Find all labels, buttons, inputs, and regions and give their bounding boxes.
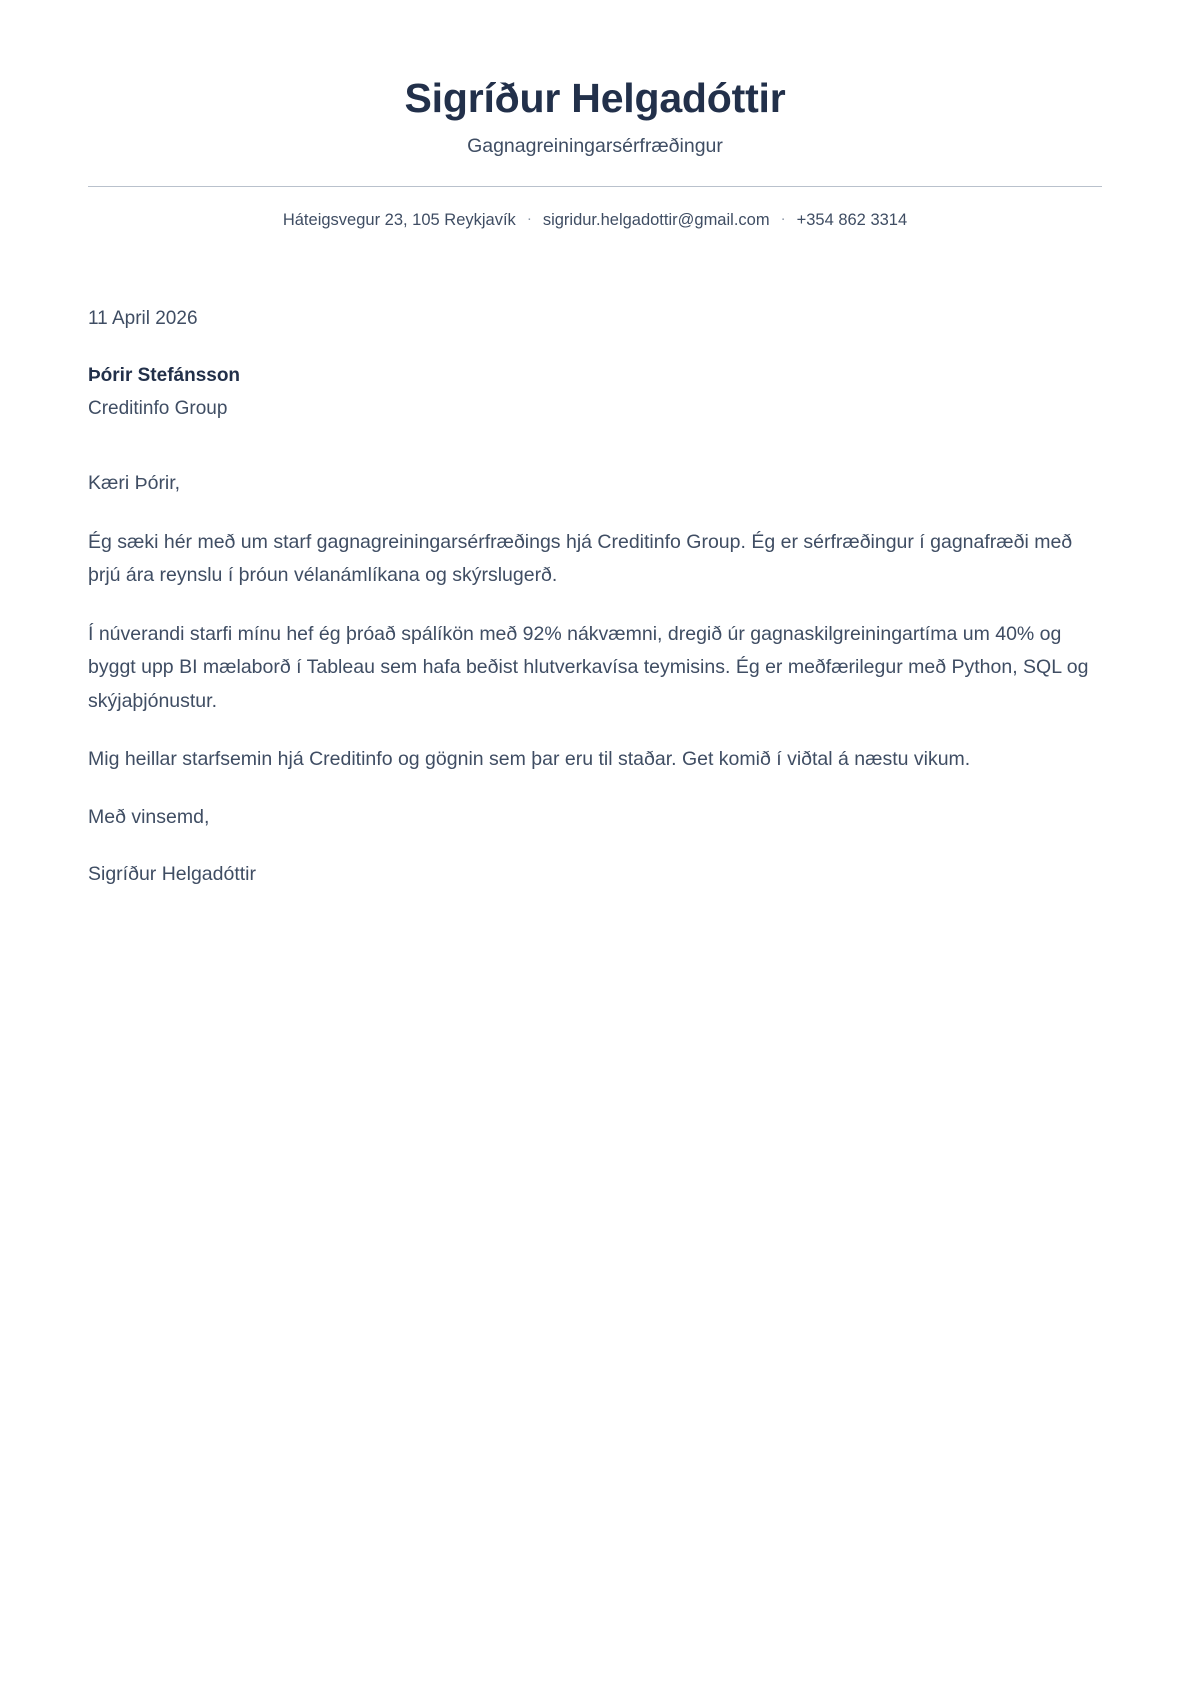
letter-date: 11 April 2026 <box>88 307 198 329</box>
header-divider <box>88 186 1102 187</box>
body-paragraph: Mig heillar starfsemin hjá Creditinfo og gögnin sem þar eru til staðar. Get komið í viðtal á næstu vikum. <box>88 748 971 771</box>
contact-separator-icon: · <box>780 209 786 227</box>
letter-header <box>88 74 1102 233</box>
contact-phone[interactable]: +354 862 3314 <box>796 210 908 229</box>
page-title: Sigríður Helgadóttir <box>404 75 786 121</box>
letter-meta-block <box>88 305 1102 423</box>
contact-separator-icon: · <box>526 209 532 227</box>
body-paragraph: Ég sæki hér með um starf gagnagreiningarsérfræðings hjá Creditinfo Group. Ég er sérfræðingur í gagnafræði með þrjú ára reynslu í þróun vélanámlíkana og skýrslugerð. <box>88 530 1073 587</box>
contact-address: Háteigsvegur 23, 105 Reykjavík <box>282 210 516 229</box>
recipient-company: Creditinfo Group <box>88 397 228 419</box>
contact-line <box>88 209 1102 233</box>
closing-line: Með vinsemd, <box>88 805 210 828</box>
letter-body <box>88 468 1102 891</box>
contact-email[interactable]: sigridur.helgadottir@gmail.com <box>542 210 770 229</box>
recipient-name: Þórir Stefánsson <box>88 365 241 387</box>
body-paragraph: Í núverandi starfi mínu hef ég þróað spálíkön með 92% nákvæmni, dregið úr gagnaskilgreiningartíma um 40% og byggt upp BI mælaborð í Tableau sem hafa beðist hlutverkavísa teymisins. Ég er meðfærilegur með Python, SQL og skýjaþjónustur. <box>88 622 1089 712</box>
signature-name: Sigríður Helgadóttir <box>88 863 256 886</box>
salutation: Kæri Þórir, <box>88 472 181 495</box>
candidate-job-title: Gagnagreiningarsérfræðingur <box>467 135 723 158</box>
